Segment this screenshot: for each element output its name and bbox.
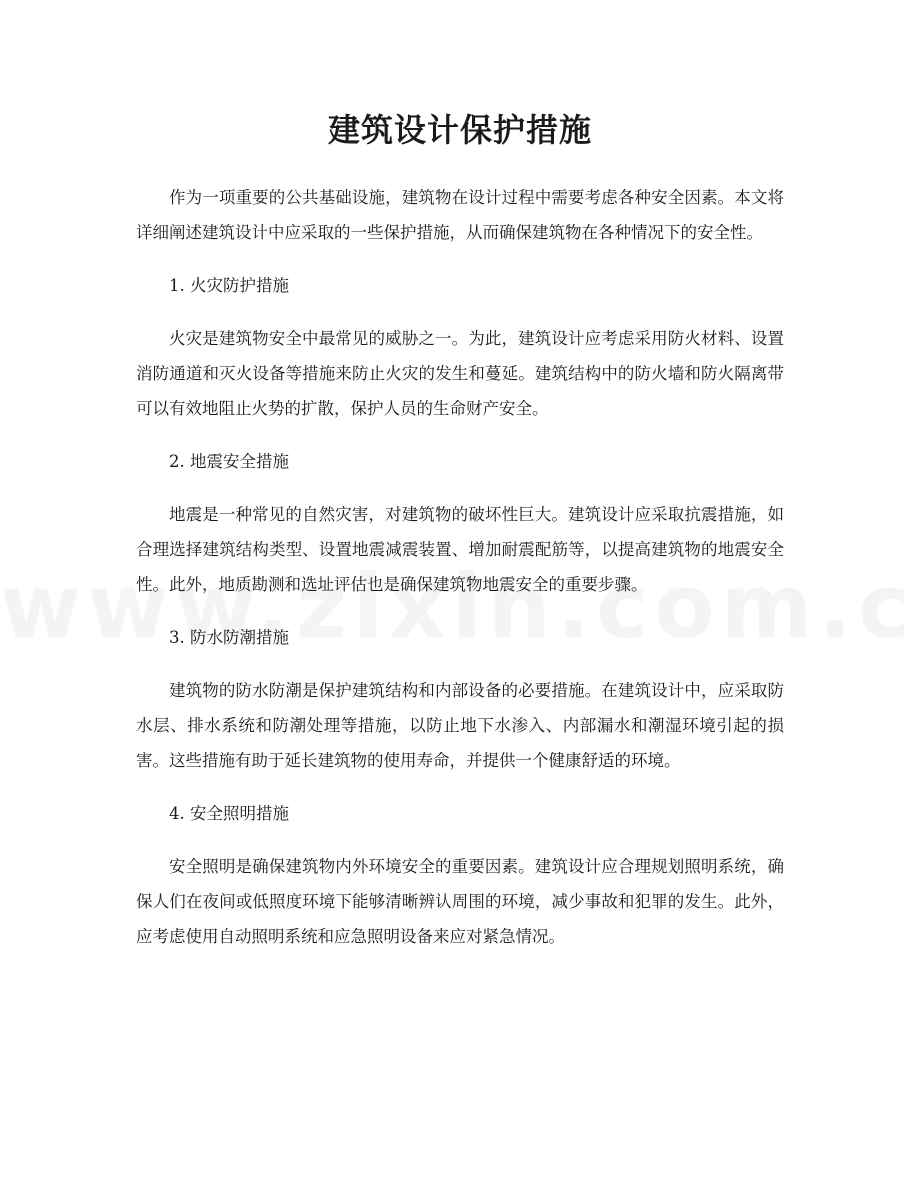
section-body-lighting: 安全照明是确保建筑物内外环境安全的重要因素。建筑设计应合理规划照明系统，确保人们在夜间或低照度环境下能够清晰辨认周围的环境，减少事故和犯罪的发生。此外，应考虑使用自动照明系统和应急照明设备来应对紧急情况。 — [136, 857, 784, 946]
section-heading-waterproof: 3. 防水防潮措施 — [169, 628, 289, 647]
document-body — [136, 180, 784, 954]
section-body-waterproof: 建筑物的防水防潮是保护建筑结构和内部设备的必要措施。在建筑设计中，应采取防水层、排水系统和防潮处理等措施，以防止地下水渗入、内部漏水和潮湿环境引起的损害。这些措施有助于延长建筑物的使用寿命，并提供一个健康舒适的环境。 — [136, 681, 784, 770]
section-body-earthquake: 地震是一种常见的自然灾害，对建筑物的破坏性巨大。建筑设计应采取抗震措施，如合理选择建筑结构类型、设置地震减震装置、增加耐震配筋等，以提高建筑物的地震安全性。此外，地质勘测和选址评估也是确保建筑物地震安全的重要步骤。 — [136, 505, 784, 594]
document-title: 建筑设计保护措施 — [327, 111, 592, 149]
section-heading-earthquake: 2. 地震安全措施 — [169, 452, 289, 471]
section-body-fire: 火灾是建筑物安全中最常见的威胁之一。为此，建筑设计应考虑采用防火材料、设置消防通道和灭火设备等措施来防止火灾的发生和蔓延。建筑结构中的防火墙和防火隔离带可以有效地阻止火势的扩散，保护人员的生命财产安全。 — [136, 329, 784, 418]
section-heading-lighting: 4. 安全照明措施 — [169, 804, 289, 823]
section-heading-fire: 1. 火灾防护措施 — [169, 276, 289, 295]
intro-paragraph: 作为一项重要的公共基础设施，建筑物在设计过程中需要考虑各种安全因素。本文将详细阐述建筑设计中应采取的一些保护措施，从而确保建筑物在各种情况下的安全性。 — [136, 188, 784, 242]
